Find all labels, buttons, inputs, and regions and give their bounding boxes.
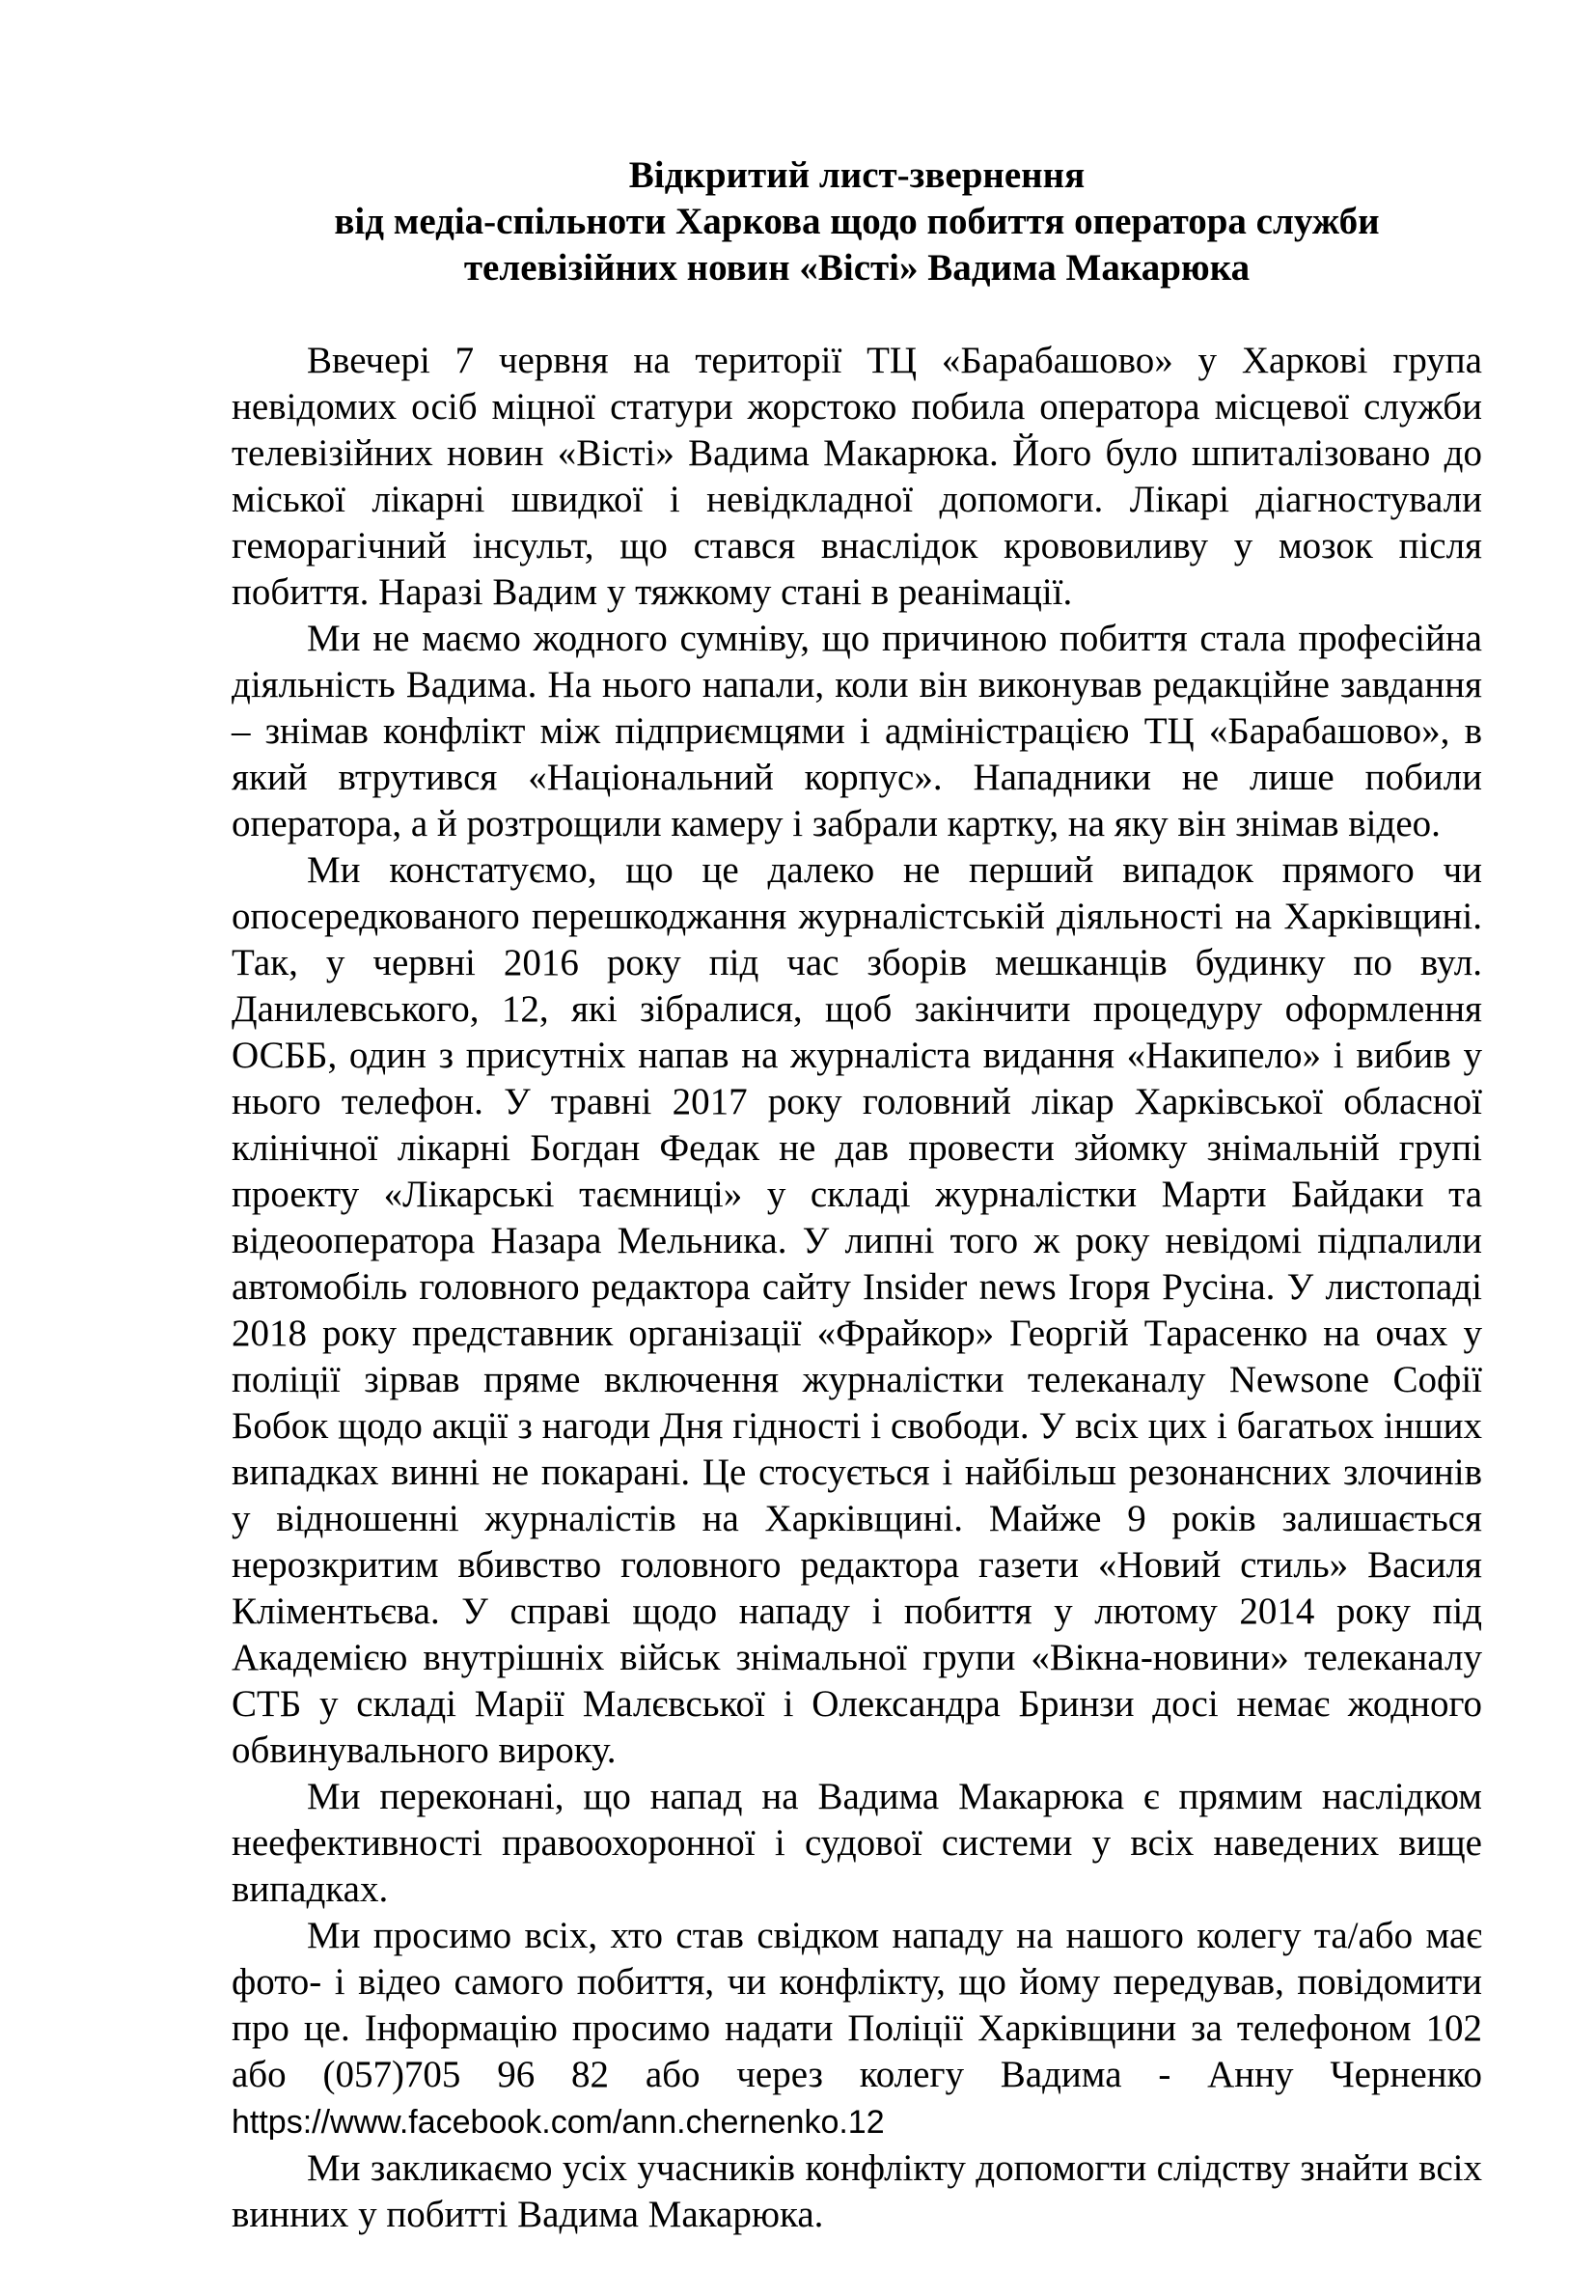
paragraph-text: Ми переконані, що напад на Вадима Макарюка є прямим наслідком неефективності правоохоронної і судової системи у всіх наведених вище випадках.	[232, 1776, 1482, 1910]
body-paragraph-5	[232, 1913, 1482, 2145]
paragraph-text: Ввечері 7 червня на території ТЦ «Барабашово» у Харкові група невідомих осіб міцної статури жорстоко побила оператора місцевої служби телевізійних новин «Вісті» Вадима Макарюка. Його було шпиталізовано до міської лікарні швидкої і невідкладної допомоги. Лікарі діагностували геморагічний інсульт, що стався внаслідок крововиливу у мозок після побиття. Наразі Вадим у тяжкому стані в реанімації.	[232, 340, 1482, 613]
paragraph-text: Ми просимо всіх, хто став свідком нападу на нашого колегу та/або має фото- і відео самого побиття, чи конфлікту, що йому передував, повідомити про це. Інформацію просимо надати Поліції Харківщини за телефоном 102 або (057)705 96 82 або через колегу Вадима - Анну Черненко	[232, 1915, 1482, 2095]
title-line-3: телевізійних новин «Вісті» Вадима Макарюка	[463, 247, 1251, 289]
title-line-2: від медіа-спільноти Харкова щодо побиття оператора служби	[334, 201, 1380, 242]
facebook-url-text: https://www.facebook.com/ann.chernenko.12	[232, 2104, 885, 2141]
paragraphs-container	[232, 338, 1482, 2238]
body-paragraph-3	[232, 847, 1482, 1774]
paragraph-text: Ми не маємо жодного сумніву, що причиною побиття стала професійна діяльність Вадима. На нього напали, коли він виконував редакційне завдання – знімав конфлікт між підприємцями і адміністрацією ТЦ «Барабашово», в який втрутився «Національний корпус». Нападники не лише побили оператора, а й розтрощили камеру і забрали картку, на яку він знімав відео.	[232, 618, 1482, 844]
body-paragraph-4	[232, 1774, 1482, 1913]
paragraph-text: Ми закликаємо усіх учасників конфлікту допомогти слідству знайти всіх винних у побитті Вадима Макарюка.	[232, 2147, 1482, 2235]
body-paragraph-6	[232, 2145, 1482, 2238]
body-paragraph-2	[232, 616, 1482, 847]
title-line-1: Відкритий лист-звернення	[628, 154, 1086, 196]
paragraph-text: Ми констатуємо, що це далеко не перший випадок прямого чи опосередкованого перешкоджання журналістській діяльності на Харківщині. Так, у червні 2016 року під час зборів мешканців будинку по вул. Данилевського, 12, які зібралися, щоб закінчити процедуру оформлення ОСББ, один з присутніх напав на журналіста видання «Накипело» і вибив у нього телефон. У травні 2017 року головний лікар Харківської обласної клінічної лікарні Богдан Федак не дав провести зйомку знімальній групі проекту «Лікарські таємниці» у складі журналістки Марти Байдаки та відеооператора Назара Мельника. У липні того ж року невідомі підпалили автомобіль головного редактора сайту Insider news Ігоря Русіна. У листопаді 2018 року представник організації «Фрайкор» Георгій Тарасенко на очах у поліції зірвав пряме включення журналістки телеканалу Newsone Софії Бобок щодо акції з нагоди Дня гідності і свободи. У всіх цих і багатьох інших випадках винні не покарані. Це стосується і найбільш резонансних злочинів у відношенні журналістів на Харківщині. Майже 9 років залишається нерозкритим вбивство головного редактора газети «Новий стиль» Василя Кліментьєва. У справі щодо нападу і побиття у лютому 2014 року під Академією внутрішніх військ знімальної групи «Вікна-новини» телеканалу СТБ у складі Марії Малєвської і Олександра Бринзи досі немає жодного обвинувального вироку.	[232, 849, 1482, 1771]
body-paragraph-1	[232, 338, 1482, 616]
document-title	[232, 152, 1482, 291]
